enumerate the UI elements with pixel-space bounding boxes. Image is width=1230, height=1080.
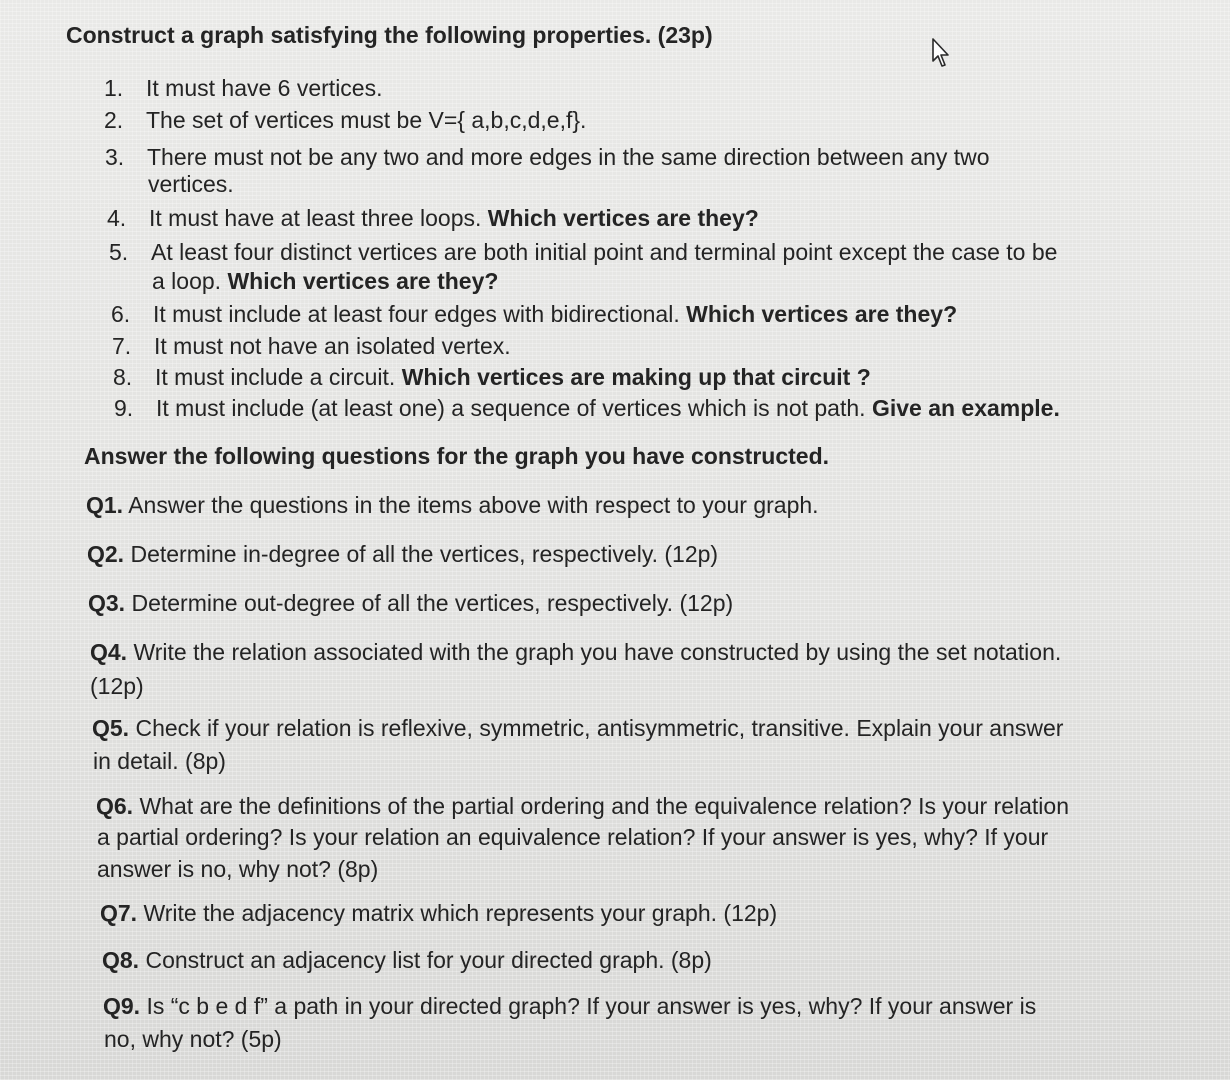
question-q8 [102,946,712,974]
property-text: It must not have an isolated vertex. [154,333,511,359]
question-label: Q5. [92,715,130,741]
property-number: 6. [111,301,131,327]
property-number: 2. [104,107,124,133]
question-q9-continued [104,1025,282,1053]
question-text: Write the relation associated with the graph you have constructed by using the set notation. [133,639,1062,665]
question-text: Is “c b e d f” a path in your directed graph? If your answer is yes, why? If your answer is [146,993,1037,1019]
question-label: Q4. [90,639,128,665]
question-label: Q2. [87,541,125,567]
property-item-5 [109,238,1057,266]
question-text: no, why not? (5p) [104,1026,282,1052]
question-text: in detail. (8p) [93,748,226,774]
question-text: a partial ordering? Is your relation an equivalence relation? If your answer is yes, why? If your [97,824,1049,850]
property-text: It must include a circuit. [155,364,402,390]
property-question: Which vertices are they? [227,268,499,294]
question-text: answer is no, why not? (8p) [97,856,379,882]
property-text: a loop. [152,268,228,294]
question-label: Q8. [102,947,140,973]
question-q2 [87,540,718,568]
property-item-9 [114,394,1060,422]
property-text: At least four distinct vertices are both initial point and terminal point except the case to be [151,239,1058,265]
property-question: Which vertices are they? [487,205,759,231]
section-subheading: Answer the following questions for the graph you have constructed. [84,443,830,469]
property-item-1 [104,74,382,102]
question-label: Q3. [88,590,126,616]
question-q6-continued [97,823,1048,851]
property-number: 3. [105,144,125,170]
property-number: 5. [109,239,129,265]
question-text: What are the definitions of the partial ordering and the equivalence relation? Is your relation [139,793,1069,819]
property-number: 9. [114,395,134,421]
property-item-3-continued [106,170,234,198]
property-item-5-continued [110,267,498,295]
question-text: Determine in-degree of all the vertices, respectively. (12p) [130,541,719,567]
property-item-8 [113,363,871,391]
question-label: Q9. [103,993,141,1019]
question-q5-continued [93,747,226,775]
question-q1 [86,491,819,519]
property-text: It must include (at least one) a sequence of vertices which is not path. [156,395,872,421]
question-q5 [92,714,1063,742]
property-number: 4. [107,205,127,231]
question-q6-continued-2 [97,855,378,883]
property-text: It must include at least four edges with bidirectional. [153,301,687,327]
property-item-7 [112,332,511,360]
question-q9 [103,992,1036,1020]
question-q7 [100,899,777,927]
property-text: vertices. [148,171,234,197]
question-text: Check if your relation is reflexive, symmetric, antisymmetric, transitive. Explain your answer [135,715,1064,741]
question-label: Q7. [100,900,138,926]
property-item-4 [107,204,759,232]
property-number: 1. [104,75,124,101]
question-label: Q1. [86,492,124,518]
property-item-2 [104,106,586,134]
question-q3 [88,589,733,617]
question-text: (12p) [90,673,144,699]
property-text: It must have at least three loops. [149,205,488,231]
question-text: Write the adjacency matrix which represents your graph. (12p) [143,900,778,926]
property-number: 7. [112,333,132,359]
property-text: The set of vertices must be V={ a,b,c,d,e,f}. [146,107,587,133]
property-question: Which vertices are making up that circuit ? [401,364,871,390]
property-text: There must not be any two and more edges in the same direction between any two [147,144,990,170]
property-item-6 [111,300,957,328]
property-question: Give an example. [871,395,1060,421]
question-q4 [90,638,1061,666]
page-title: Construct a graph satisfying the following properties. (23p) [66,22,713,48]
question-text: Answer the questions in the items above with respect to your graph. [128,492,819,518]
question-text: Construct an adjacency list for your directed graph. (8p) [145,947,712,973]
property-text: It must have 6 vertices. [146,75,383,101]
question-q4-continued [90,672,144,700]
property-item-3 [105,143,990,171]
question-q6 [96,792,1069,820]
property-number: 8. [113,364,133,390]
mouse-pointer-icon [931,38,953,68]
question-label: Q6. [96,793,134,819]
property-question: Which vertices are they? [686,301,958,327]
question-text: Determine out-degree of all the vertices, respectively. (12p) [131,590,734,616]
